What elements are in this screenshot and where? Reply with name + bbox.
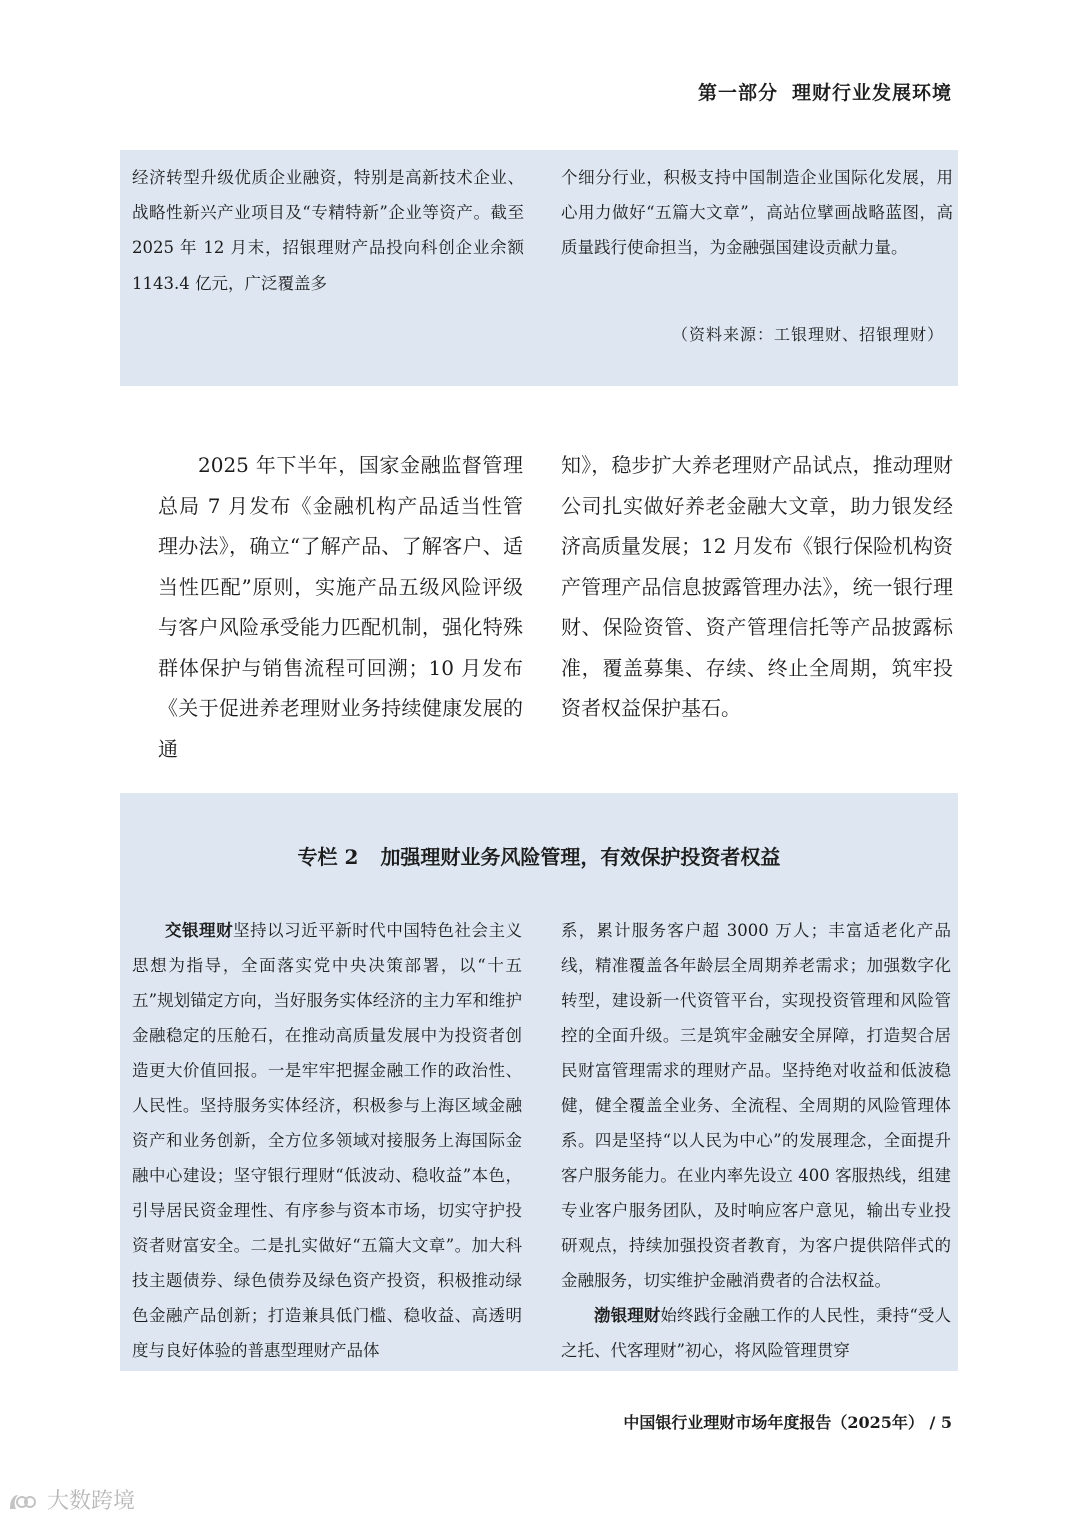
footer-separator: / xyxy=(929,1413,936,1432)
main-right-column xyxy=(561,445,953,729)
bocom-wealth-text-cont: 系，累计服务客户超 3000 万人；丰富适老化产品线，精准覆盖各年龄层全周期养老需求；加强数字化转型，建设新一代资管平台，实现投资管理和风险管控的全面升级。三是筑牢金融安全屏障，打造契合居民财富管理需求的理财产品。坚持绝对收益和低波稳健，健全覆盖全业务、全流程、全周期的风险管理体系。四是坚持“以人民为中心”的发展理念，全面提升客户服务能力。在业内率先设立 400 客服热线，组建专业客户服务团队，及时响应客户意见，输出专业投研观点，持续加强投资者教育，为客户提供陪伴式的金融服务，切实维护金融消费者的合法权益。 xyxy=(561,921,951,1290)
box1-right-column xyxy=(561,160,953,266)
bohai-wealth-text: 始终践行金融工作的人民性，秉持“受人之托、代客理财”初心，将风险管理贯穿 xyxy=(561,1306,952,1360)
feature-box-label: 专栏 2 xyxy=(297,845,359,869)
feature-box-2 xyxy=(120,793,958,1371)
source-note: （资料来源：工银理财、招银理财） xyxy=(671,325,944,344)
footer-report-title: 中国银行业理财市场年度报告（2025年） xyxy=(623,1413,924,1432)
bocom-wealth-lead: 交银理财 xyxy=(165,921,234,940)
bohai-wealth-lead: 渤银理财 xyxy=(594,1306,661,1325)
box2-right-column xyxy=(561,913,951,1368)
main-left-text: 2025 年下半年，国家金融监督管理总局 7 月发布《金融机构产品适当性管理办法》，确立“了解产品、了解客户、适当性匹配”原则，实施产品五级风险评级与客户风险承受能力匹配机制，强化特殊群体保护与销售流程可回溯；10 月发布《关于促进养老理财业务持续健康发展的通 xyxy=(158,453,523,761)
watermark xyxy=(6,1484,135,1515)
box1-left-column xyxy=(132,160,524,301)
header-part: 第一部分 xyxy=(697,82,778,104)
watermark-logo-icon xyxy=(6,1491,36,1513)
watermark-text: 大数跨境 xyxy=(47,1489,136,1514)
running-header xyxy=(698,78,952,105)
main-left-column xyxy=(158,445,523,769)
header-title: 理财行业发展环境 xyxy=(791,82,952,104)
box2-left-column xyxy=(132,913,522,1368)
feature-box-heading: 加强理财业务风险管理，有效保护投资者权益 xyxy=(380,845,781,869)
box1-left-text: 经济转型升级优质企业融资，特别是高新技术企业、战略性新兴产业项目及“专精特新”企业等资产。截至 2025 年 12 月末，招银理财产品投向科创企业余额 1143.4 亿元，广泛覆盖多 xyxy=(132,168,524,293)
box1-right-text: 个细分行业，积极支持中国制造企业国际化发展，用心用力做好“五篇大文章”，高站位擘画战略蓝图，高质量践行使命担当，为金融强国建设贡献力量。 xyxy=(561,168,953,258)
bocom-wealth-text: 坚持以习近平新时代中国特色社会主义思想为指导，全面落实党中央决策部署，以“十五五”规划锚定方向，当好服务实体经济的主力军和维护金融稳定的压舱石，在推动高质量发展中为投资者创造更大价值回报。一是牢牢把握金融工作的政治性、人民性。坚持服务实体经济，积极参与上海区域金融资产和业务创新，全方位多领域对接服务上海国际金融中心建设；坚守银行理财“低波动、稳收益”本色，引导居民资金理性、有序参与资本市场，切实守护投资者财富安全。二是扎实做好“五篇大文章”。加大科技主题债券、绿色债券及绿色资产投资，积极推动绿色金融产品创新；打造兼具低门槛、稳收益、高透明度与良好体验的普惠型理财产品体 xyxy=(132,921,523,1360)
sidebar-box-continuation xyxy=(120,150,958,386)
page-number: 5 xyxy=(940,1413,952,1432)
main-right-text: 知》，稳步扩大养老理财产品试点，推动理财公司扎实做好养老金融大文章，助力银发经济高质量发展；12 月发布《银行保险机构资产管理产品信息披露管理办法》，统一银行理财、保险资管、资产管理信托等产品披露标准，覆盖募集、存续、终止全周期，筑牢投资者权益保护基石。 xyxy=(561,453,953,720)
feature-box-title xyxy=(120,841,958,870)
page-footer xyxy=(623,1410,952,1433)
